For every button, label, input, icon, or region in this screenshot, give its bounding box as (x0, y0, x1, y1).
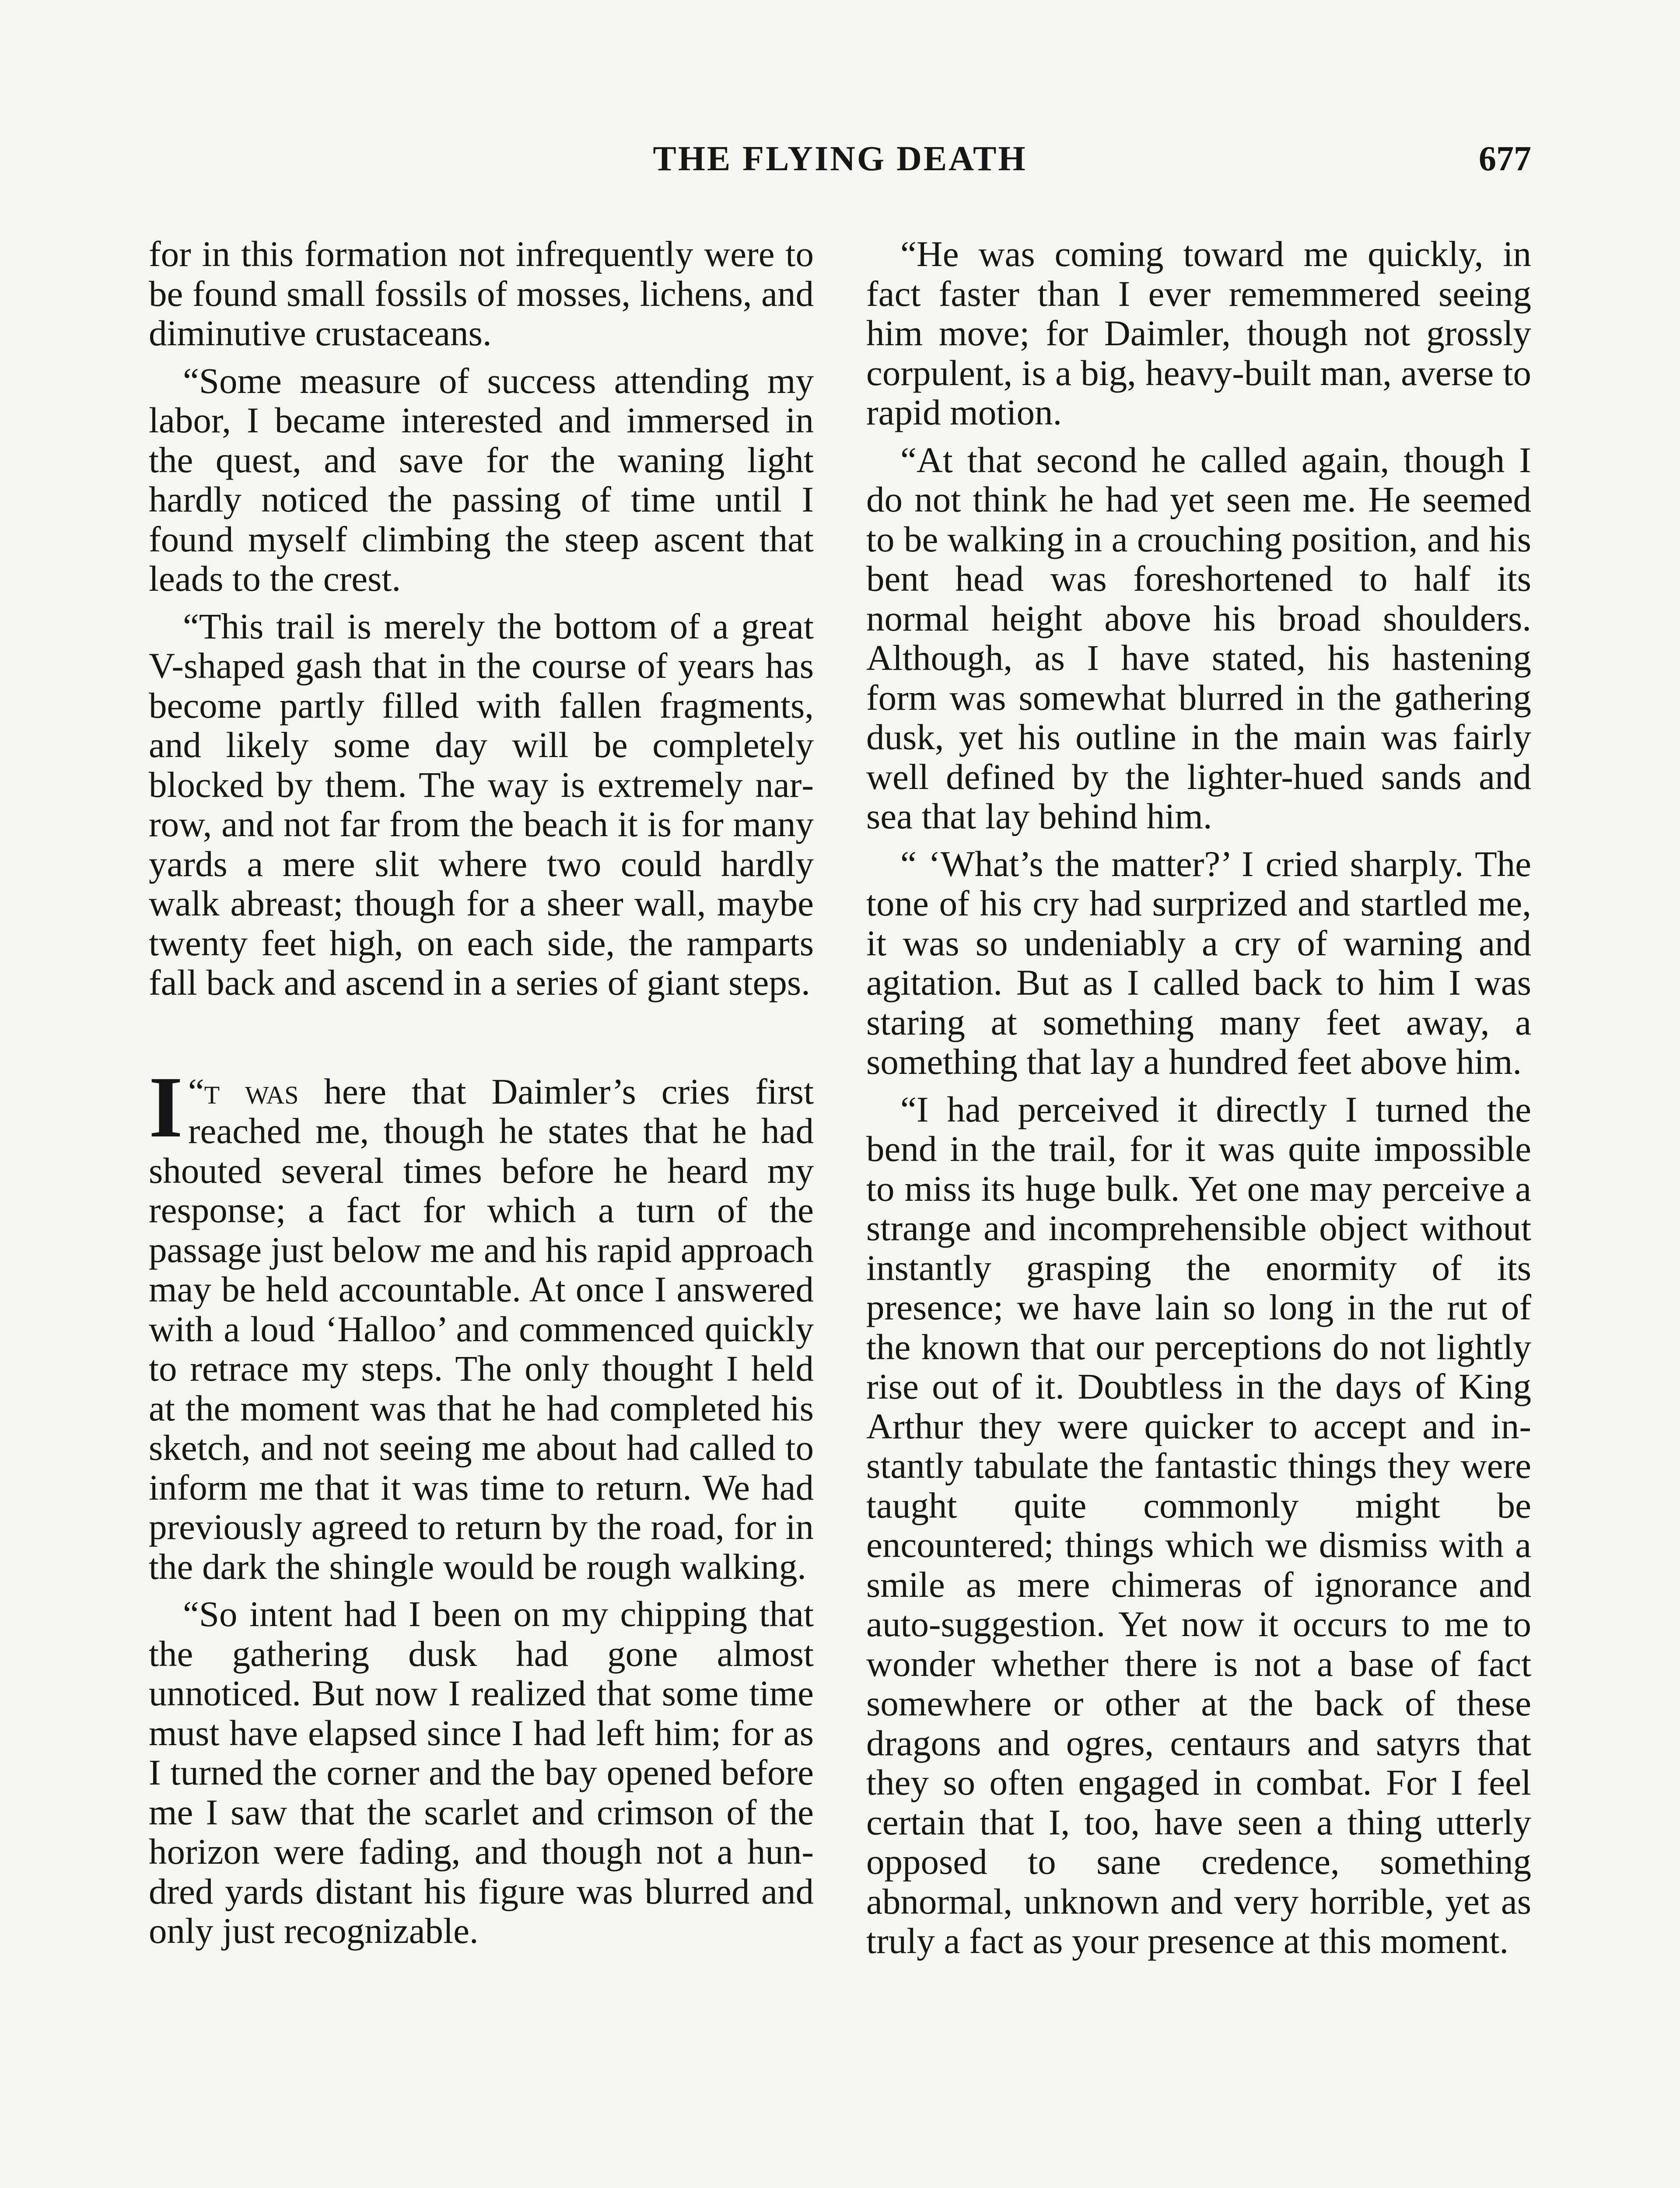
paragraph: “ ‘What’s the matter?’ I cried sharply. The tone of his cry had surprized and startled me, it was so undeniably a cry of warning and agitation. But as I called back to him I was staring at something many feet away, a something that lay a hundred feet above him. (866, 843, 1531, 1082)
page-number: 677 (1479, 140, 1531, 178)
paragraph: “This trail is merely the bottom of a great V-shaped gash that in the course of years has become partly filled with fallen fragments, and likely some day will be completely blocked by them. The way is extremely narrow, and not far from the beach it is for many yards a mere slit where two could hardly walk abreast; though for a sheer wall, maybe twenty feet high, on each side, the ramparts fall back and ascend in a series of giant steps. (149, 606, 814, 1003)
running-header (149, 139, 1531, 179)
right-column (866, 234, 1531, 1969)
small-caps-lead: t was (204, 1071, 299, 1112)
drop-cap: I (149, 1059, 183, 1156)
paragraph: “I had perceived it directly I turned the bend in the trail, for it was quite impossible to miss its huge bulk. Yet one may perceive a strange and incomprehensible object without instantly grasping the enormity of its presence; we have lain so long in the rut of the known that our perceptions do not lightly rise out of it. Doubtless in the days of King Arthur they were quicker to accept and instantly tabulate the fantastic things they were taught quite commonly might be encountered; things which we dismiss with a smile as mere chimeras of ignorance and auto-suggestion. Yet now it occurs to me to wonder whether there is not a base of fact somewhere or other at the back of these dragons and ogres, centaurs and satyrs that they so often engaged in combat. For I feel certain that I, too, have seen a thing utterly opposed to sane credence, something abnormal, unknown and very horrible, yet as truly a fact as your presence at this moment. (866, 1089, 1531, 1961)
left-column (149, 234, 814, 1959)
section-break (149, 1010, 814, 1072)
paragraph-with-dropcap (149, 1059, 814, 1587)
opening-quote: “ (188, 1071, 204, 1112)
paragraph: “So intent had I been on my chipping that the gathering dusk had gone almost unnoticed. But now I realized that some time must have elapsed since I had left him; for as I turned the corner and the bay opened before me I saw that the scarlet and crimson of the horizon were fading, and though not a hundred yards distant his figure was blurred and only just recognizable. (149, 1594, 814, 1951)
paragraph: for in this formation not infrequently were to be found small fossils of mosses, lichens, and diminutive crustaceans. (149, 234, 814, 353)
running-title: THE FLYING DEATH (653, 140, 1027, 178)
paragraph: “At that second he called again, though I do not think he had yet seen me. He seemed to be walking in a crouching position, and his bent head was foreshortened to half its normal height above his broad shoulders. Although, as I have stated, his hastening form was somewhat blurred in the gathering dusk, yet his outline in the main was fairly well defined by the lighter-hued sands and sea that lay behind him. (866, 439, 1531, 836)
paragraph-text: here that Daimler’s cries first reached me, though he states that he had shouted several times before he heard my response; a fact for which a turn of the passage just below me and his rapid approach may be held accountable. At once I answered with a loud ‘Halloo’ and commenced quickly to retrace my steps. The only thought I held at the moment was that he had completed his sketch, and not seeing me about had called to inform me that it was time to return. We had previously agreed to return by the road, for in the dark the shingle would be rough walking. (149, 1071, 814, 1587)
paragraph: “Some measure of success attending my labor, I became interested and immersed in the quest, and save for the waning light hardly noticed the passing of time until I found myself climbing the steep ascent that leads to the crest. (149, 360, 814, 599)
paragraph: “He was coming toward me quickly, in fact faster than I ever rememmered seeing him move; for Daimler, though not grossly corpulent, is a big, heavy-built man, averse to rapid motion. (866, 234, 1531, 432)
